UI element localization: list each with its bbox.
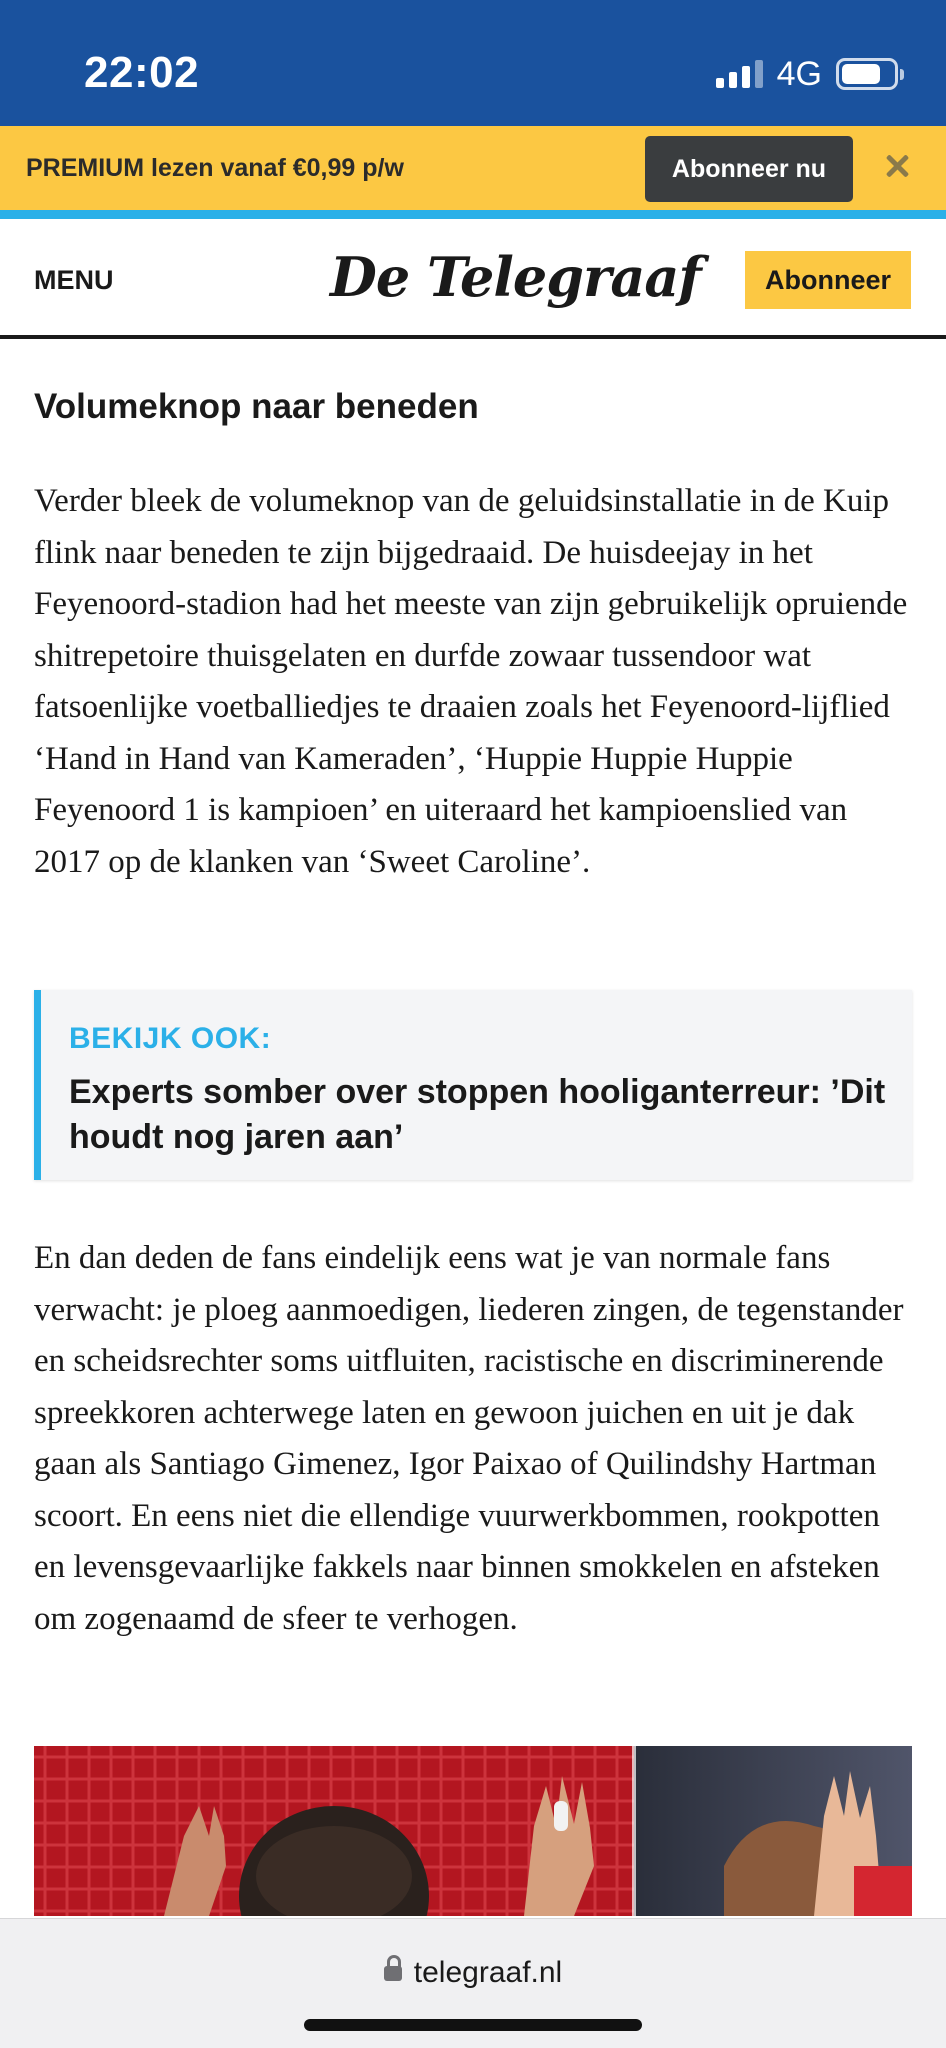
see-also-label: BEKIJK OOK: xyxy=(69,1022,272,1055)
status-bar xyxy=(0,0,946,126)
subscribe-now-button[interactable]: Abonneer nu xyxy=(645,136,853,202)
article-photo-image xyxy=(34,1746,912,1916)
status-time: 22:02 xyxy=(84,48,200,97)
network-type: 4G xyxy=(776,54,822,93)
see-also-box[interactable] xyxy=(34,990,912,1180)
battery-level xyxy=(842,64,880,84)
article-paragraph-2: En dan deden de fans eindelijk eens wat je van normale fans verwacht: je ploeg aanmoedigen, liederen zingen, de tegenstander en scheidsrechter soms uitfluiten, racistische en discriminerende spreekkoren achterwege laten en gewoon juichen en uit je dak gaan als Santiago Gimenez, Igor Paixao of Quilindshy Hartman scoort. En eens niet die ellendige vuurwerkbommen, rookpotten en levensgevaarlijke fakkels naar binnen smokkelen en afsteken om zogenaamd de sfeer te verhogen. xyxy=(34,1240,904,1637)
site-logo[interactable]: De Telegraaf xyxy=(330,245,701,309)
browser-url-bar[interactable] xyxy=(0,1918,946,2048)
menu-button[interactable]: MENU xyxy=(34,265,114,295)
site-header xyxy=(0,219,946,339)
premium-banner-text: PREMIUM lezen vanaf €0,99 p/w xyxy=(26,154,404,182)
article-section-heading-wrap xyxy=(34,386,912,428)
url-domain[interactable]: telegraaf.nl xyxy=(413,1956,563,1989)
status-indicators xyxy=(716,52,898,96)
url-display[interactable] xyxy=(0,1949,946,1997)
subscribe-button[interactable]: Abonneer xyxy=(745,251,911,309)
section-heading: Volumeknop naar beneden xyxy=(34,387,479,426)
see-also-link[interactable]: Experts somber over stoppen hooliganterreur: ’Dit houdt nog jaren aan’ xyxy=(69,1073,886,1156)
signal-icon xyxy=(716,60,763,88)
premium-banner xyxy=(0,126,946,210)
lock-icon xyxy=(384,1964,402,1986)
battery-icon xyxy=(836,58,898,90)
home-indicator[interactable] xyxy=(304,2019,642,2031)
article-paragraph-1: Verder bleek de volumeknop van de geluidsinstallatie in de Kuip flink naar beneden te zijn bijgedraaid. De huisdeejay in het Feyenoord-stadion had het meeste van zijn gebruikelijk opruiende shitrepetoire thuisgelaten en durfde zowaar tussendoor wat fatsoenlijke voetballiedjes te draaien zoals het Feyenoord-lijflied ‘Hand in Hand van Kameraden’, ‘Huppie Huppie Huppie Feyenoord 1 is kampioen’ en uiteraard het kampioenslied van 2017 op de klanken van ‘Sweet Caroline’. xyxy=(34,483,908,880)
accent-divider xyxy=(0,210,946,219)
close-icon[interactable] xyxy=(880,150,914,184)
article-photo[interactable] xyxy=(34,1746,912,1916)
